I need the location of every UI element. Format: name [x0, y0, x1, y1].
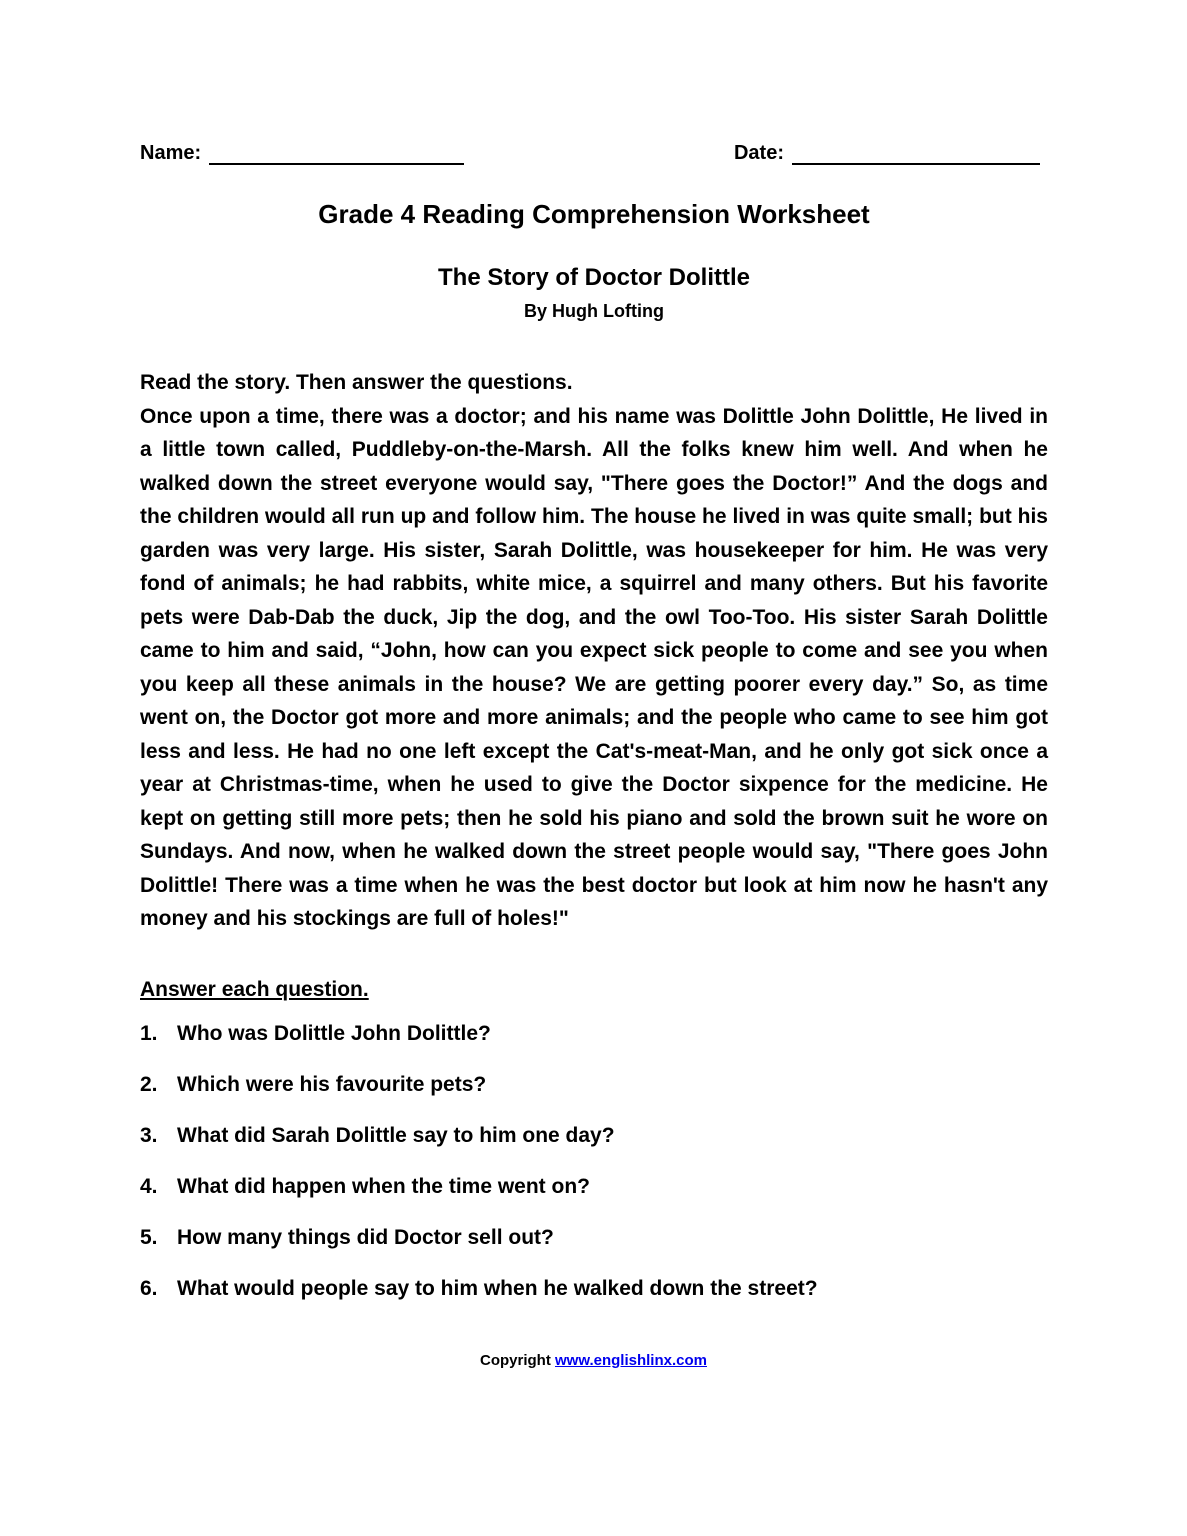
worksheet-title: Grade 4 Reading Comprehension Worksheet: [318, 199, 870, 229]
question-number: 1.: [140, 1021, 158, 1045]
question-text: What would people say to him when he walked down the street?: [177, 1276, 818, 1300]
question-text: How many things did Doctor sell out?: [177, 1225, 554, 1249]
question-text: Which were his favourite pets?: [177, 1072, 487, 1096]
name-date-row: [140, 142, 1048, 165]
question-number: 2.: [140, 1072, 158, 1096]
answer-section-heading: Answer each question.: [140, 977, 369, 1001]
question-item: [140, 1023, 1048, 1045]
date-field: [734, 142, 1040, 165]
question-item: [140, 1278, 1048, 1300]
question-item: [140, 1074, 1048, 1096]
question-item: [140, 1176, 1048, 1198]
name-label: Name:: [140, 142, 202, 164]
story-text: Once upon a time, there was a doctor; and his name was Dolittle John Dolittle, He lived in a little town called, Puddleby-on-the-Marsh. All the folks knew him well. And when he walked down the street everyone would say, "There goes the Doctor!” And the dogs and the children would all run up and follow him. The house he lived in was quite small; but his garden was very large. His sister, Sarah Dolittle, was housekeeper for him. He was very fond of animals; he had rabbits, white mice, a squirrel and many others. But his favorite pets were Dab-Dab the duck, Jip the dog, and the owl Too-Too. His sister Sarah Dolittle came to him and said, “John, how can you expect sick people to come and see you when you keep all these animals in the house? We are getting poorer every day.” So, as time went on, the Doctor got more and more animals; and the people who came to see him got less and less. He had no one left except the Cat's-meat-Man, and he only got sick once a year at Christmas-time, when he used to give the Doctor sixpence for the medicine. He kept on getting still more pets; then he sold his piano and sold the brown suit he wore on Sundays. And now, when he walked down the street people would say, "There goes John Dolittle! There was a time when he was the best doctor but look at him now he hasn't any money and his stockings are full of holes!": [140, 404, 1048, 930]
date-fill-line: [792, 143, 1040, 165]
englishlinx-link[interactable]: www.englishlinx.com: [555, 1352, 707, 1369]
question-text: Who was Dolittle John Dolittle?: [177, 1021, 491, 1045]
story-title: The Story of Doctor Dolittle: [438, 264, 750, 291]
footer: [0, 1352, 1187, 1369]
question-number: 6.: [140, 1276, 158, 1300]
question-item: [140, 1227, 1048, 1249]
questions-list: [140, 1023, 1048, 1300]
question-number: 3.: [140, 1123, 158, 1147]
question-number: 5.: [140, 1225, 158, 1249]
author-byline: By Hugh Lofting: [524, 301, 664, 321]
name-fill-line: [209, 143, 464, 165]
question-number: 4.: [140, 1174, 158, 1198]
name-field: [140, 142, 464, 165]
question-text: What did Sarah Dolittle say to him one day?: [177, 1123, 615, 1147]
question-text: What did happen when the time went on?: [177, 1174, 590, 1198]
question-item: [140, 1125, 1048, 1147]
copyright-label: Copyright: [480, 1352, 551, 1369]
date-label: Date:: [733, 142, 784, 164]
instructions-text: Read the story. Then answer the questions.: [140, 371, 573, 394]
